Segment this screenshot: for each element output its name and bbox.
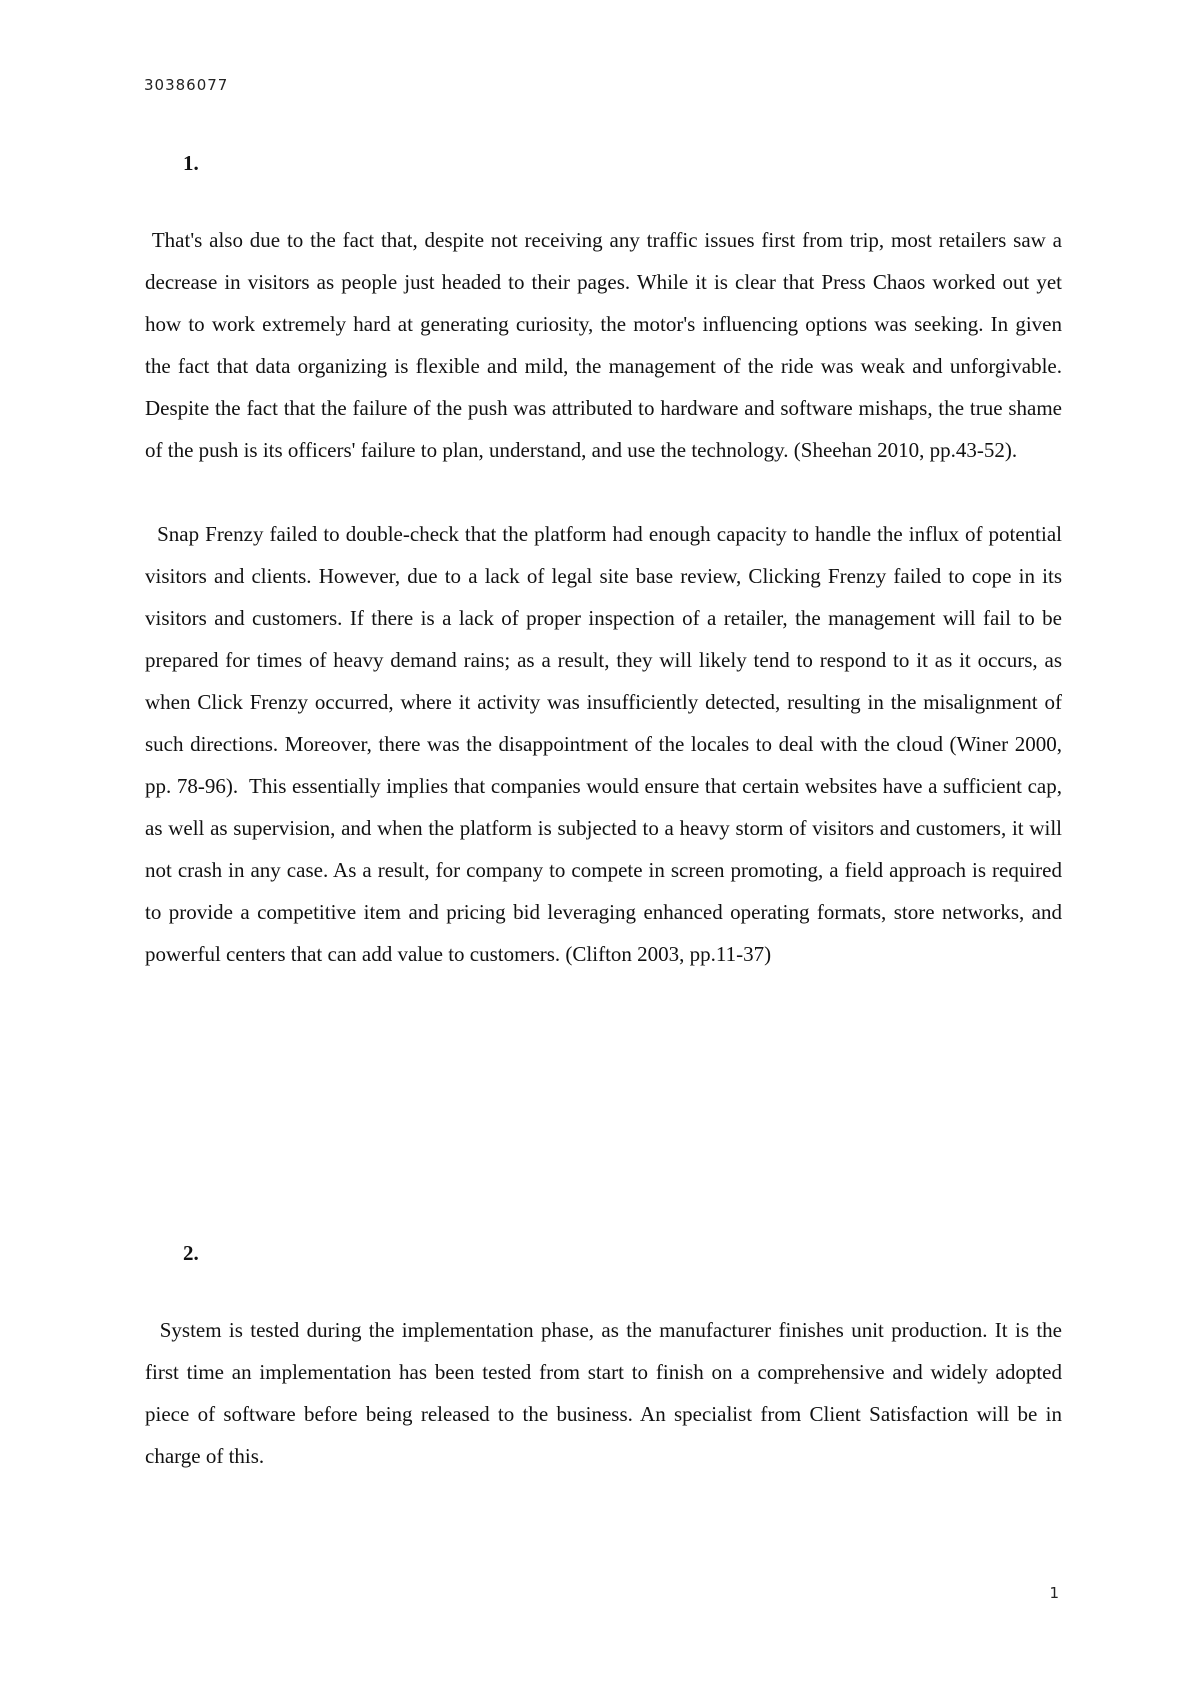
section-number: 1.	[183, 151, 199, 175]
section-2	[145, 1240, 1068, 1477]
paragraph: That's also due to the fact that, despite not receiving any traffic issues first from trip, most retailers saw a decrease in visitors as people just headed to their pages. While it is clear that Press Chaos worked out yet how to work extremely hard at generating curiosity, the motor's influencing options was seeking. In given the fact that data organizing is flexible and mild, the management of the ride was weak and unforgivable. Despite the fact that the failure of the push was attributed to hardware and software mishaps, the true shame of the push is its officers' failure to plan, understand, and use the technology. (Sheehan 2010, pp.43-52).	[145, 228, 1068, 462]
document-id: 30386077	[144, 76, 229, 94]
paragraph: System is tested during the implementation phase, as the manufacturer finishes unit production. It is the first time an implementation has been tested from start to finish on a comprehensive and widely adopted piece of software before being released to the business. An specialist from Client Satisfaction will be in charge of this.	[145, 1318, 1068, 1468]
paragraph: Snap Frenzy failed to double-check that the platform had enough capacity to handle the influx of potential visitors and clients. However, due to a lack of legal site base review, Clicking Frenzy failed to cope in its visitors and customers. If there is a lack of proper inspection of a retailer, the management will fail to be prepared for times of heavy demand rains; as a result, they will likely tend to respond to it as it occurs, as when Click Frenzy occurred, where it activity was insufficiently detected, resulting in the misalignment of such directions. Moreover, there was the disappointment of the locales to deal with the cloud (Winer 2000, pp. 78-96). This essentially implies that companies would ensure that certain websites have a sufficient cap, as well as supervision, and when the platform is subjected to a heavy storm of visitors and customers, it will not crash in any case. As a result, for company to compete in screen promoting, a field approach is required to provide a competitive item and pricing bid leveraging enhanced operating formats, store networks, and powerful centers that can add value to customers. (Clifton 2003, pp.11-37)	[145, 522, 1068, 966]
section-1	[145, 150, 1068, 975]
page-number: 1	[1049, 1584, 1059, 1602]
section-number: 2.	[183, 1241, 199, 1265]
